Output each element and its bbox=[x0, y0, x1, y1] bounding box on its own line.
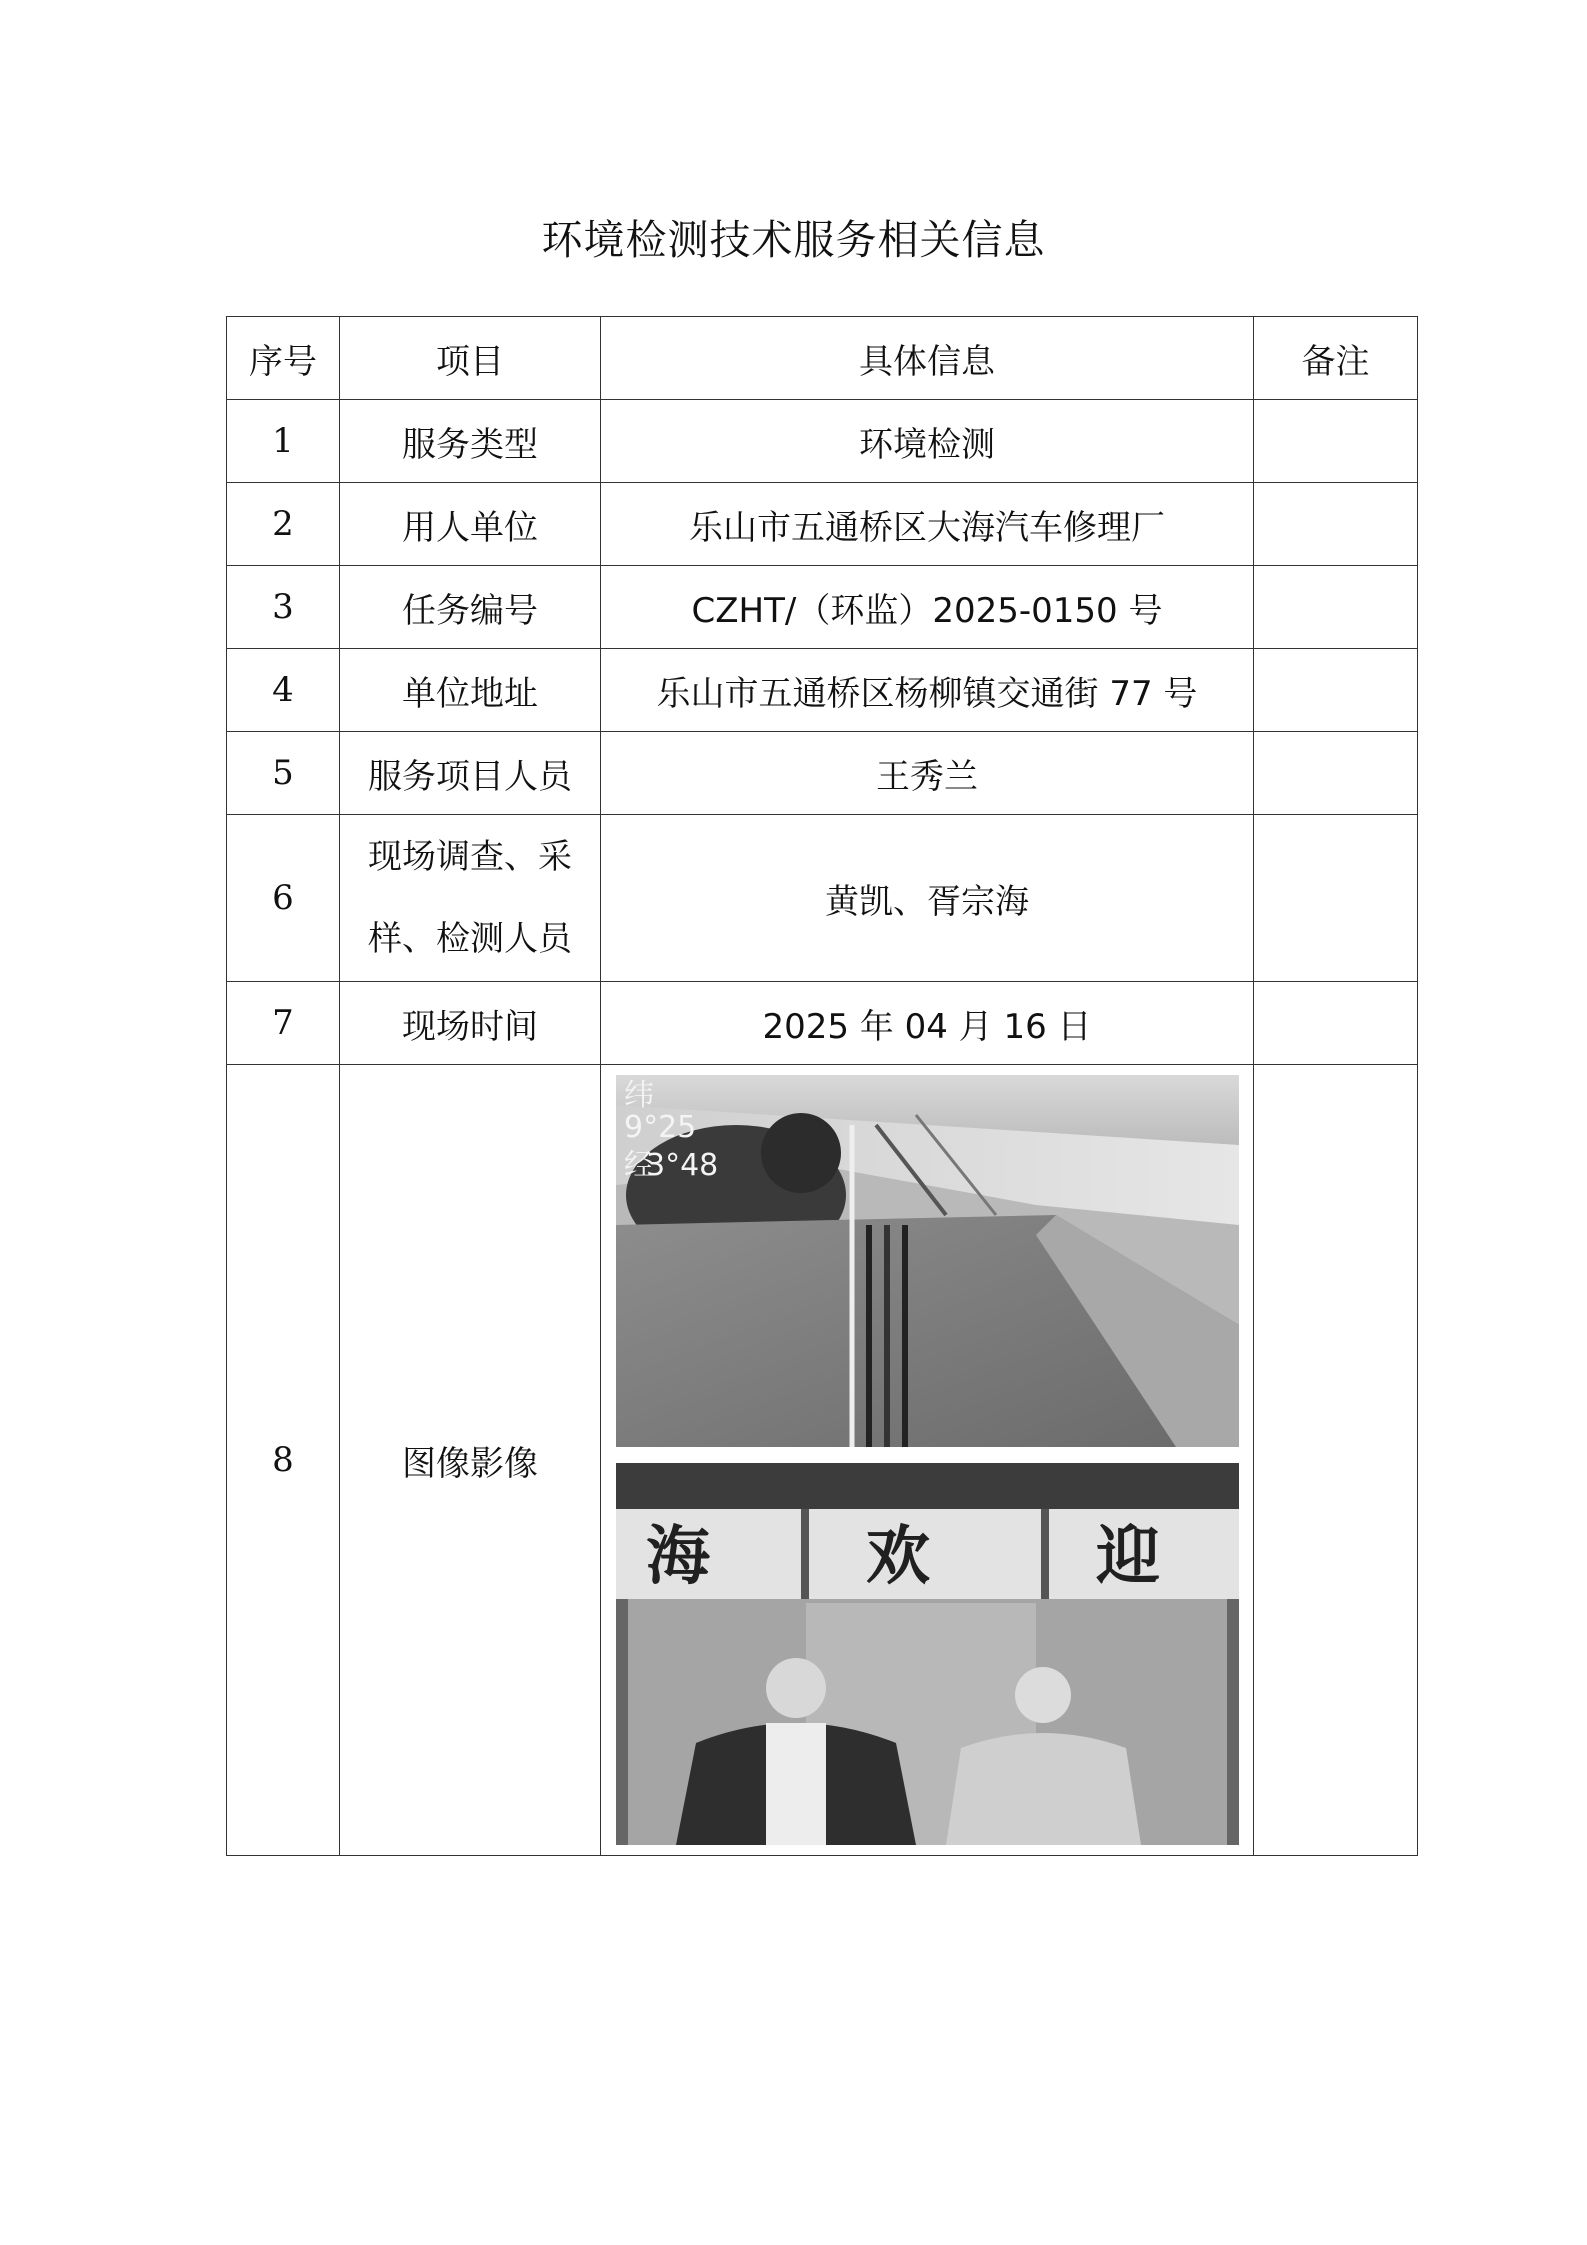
row-info: 环境检测 bbox=[601, 400, 1254, 483]
info-table bbox=[226, 316, 1418, 1856]
row-item: 现场时间 bbox=[340, 982, 601, 1065]
site-photo-1 bbox=[616, 1075, 1239, 1447]
row-note bbox=[1254, 483, 1418, 566]
row-info: 2025 年 04 月 16 日 bbox=[601, 982, 1254, 1065]
table-row bbox=[227, 649, 1418, 732]
row-item: 服务类型 bbox=[340, 400, 601, 483]
row-no: 6 bbox=[227, 815, 340, 982]
row-no: 3 bbox=[227, 566, 340, 649]
row-no: 5 bbox=[227, 732, 340, 815]
table-row bbox=[227, 732, 1418, 815]
row-no: 7 bbox=[227, 982, 340, 1065]
photo1-overlay-text: 3°48 bbox=[645, 1148, 718, 1183]
row-note bbox=[1254, 400, 1418, 483]
row-no: 1 bbox=[227, 400, 340, 483]
site-photo-2 bbox=[616, 1463, 1239, 1845]
row-no: 8 bbox=[227, 1065, 340, 1856]
row-note bbox=[1254, 566, 1418, 649]
row-item: 图像影像 bbox=[340, 1065, 601, 1856]
photo1-overlay-text: 纬 bbox=[623, 1078, 654, 1113]
row-note bbox=[1254, 732, 1418, 815]
row-note bbox=[1254, 649, 1418, 732]
header-no: 序号 bbox=[227, 317, 340, 400]
row-info: 黄凯、胥宗海 bbox=[601, 815, 1254, 982]
row-item: 用人单位 bbox=[340, 483, 601, 566]
row-item: 服务项目人员 bbox=[340, 732, 601, 815]
table-row bbox=[227, 982, 1418, 1065]
table-header-row bbox=[227, 317, 1418, 400]
row-item: 单位地址 bbox=[340, 649, 601, 732]
row-no: 4 bbox=[227, 649, 340, 732]
photo2-sign-text: 迎 bbox=[1095, 1520, 1160, 1594]
table-row bbox=[227, 566, 1418, 649]
row-info: 乐山市五通桥区杨柳镇交通街 77 号 bbox=[601, 649, 1254, 732]
row-note bbox=[1254, 982, 1418, 1065]
table-row bbox=[227, 483, 1418, 566]
table-row bbox=[227, 400, 1418, 483]
header-info: 具体信息 bbox=[601, 317, 1254, 400]
table-row bbox=[227, 1065, 1418, 1856]
page-title: 环境检测技术服务相关信息 bbox=[541, 216, 1046, 264]
row-info: CZHT/（环监）2025-0150 号 bbox=[601, 566, 1254, 649]
row-no: 2 bbox=[227, 483, 340, 566]
header-note: 备注 bbox=[1254, 317, 1418, 400]
row-info: 王秀兰 bbox=[601, 732, 1254, 815]
photo1-overlay-text: 9°25 bbox=[623, 1110, 696, 1145]
row-item: 现场调查、采样、检测人员 bbox=[340, 815, 601, 982]
row-info-photos bbox=[601, 1065, 1254, 1856]
photo2-sign-text: 欢 bbox=[865, 1520, 930, 1594]
row-note bbox=[1254, 1065, 1418, 1856]
row-note bbox=[1254, 815, 1418, 982]
row-info: 乐山市五通桥区大海汽车修理厂 bbox=[601, 483, 1254, 566]
table-row bbox=[227, 815, 1418, 982]
header-item: 项目 bbox=[340, 317, 601, 400]
photo2-sign-text: 海 bbox=[645, 1520, 710, 1594]
photo1-overlay-text: 经 bbox=[623, 1148, 654, 1183]
row-item: 任务编号 bbox=[340, 566, 601, 649]
